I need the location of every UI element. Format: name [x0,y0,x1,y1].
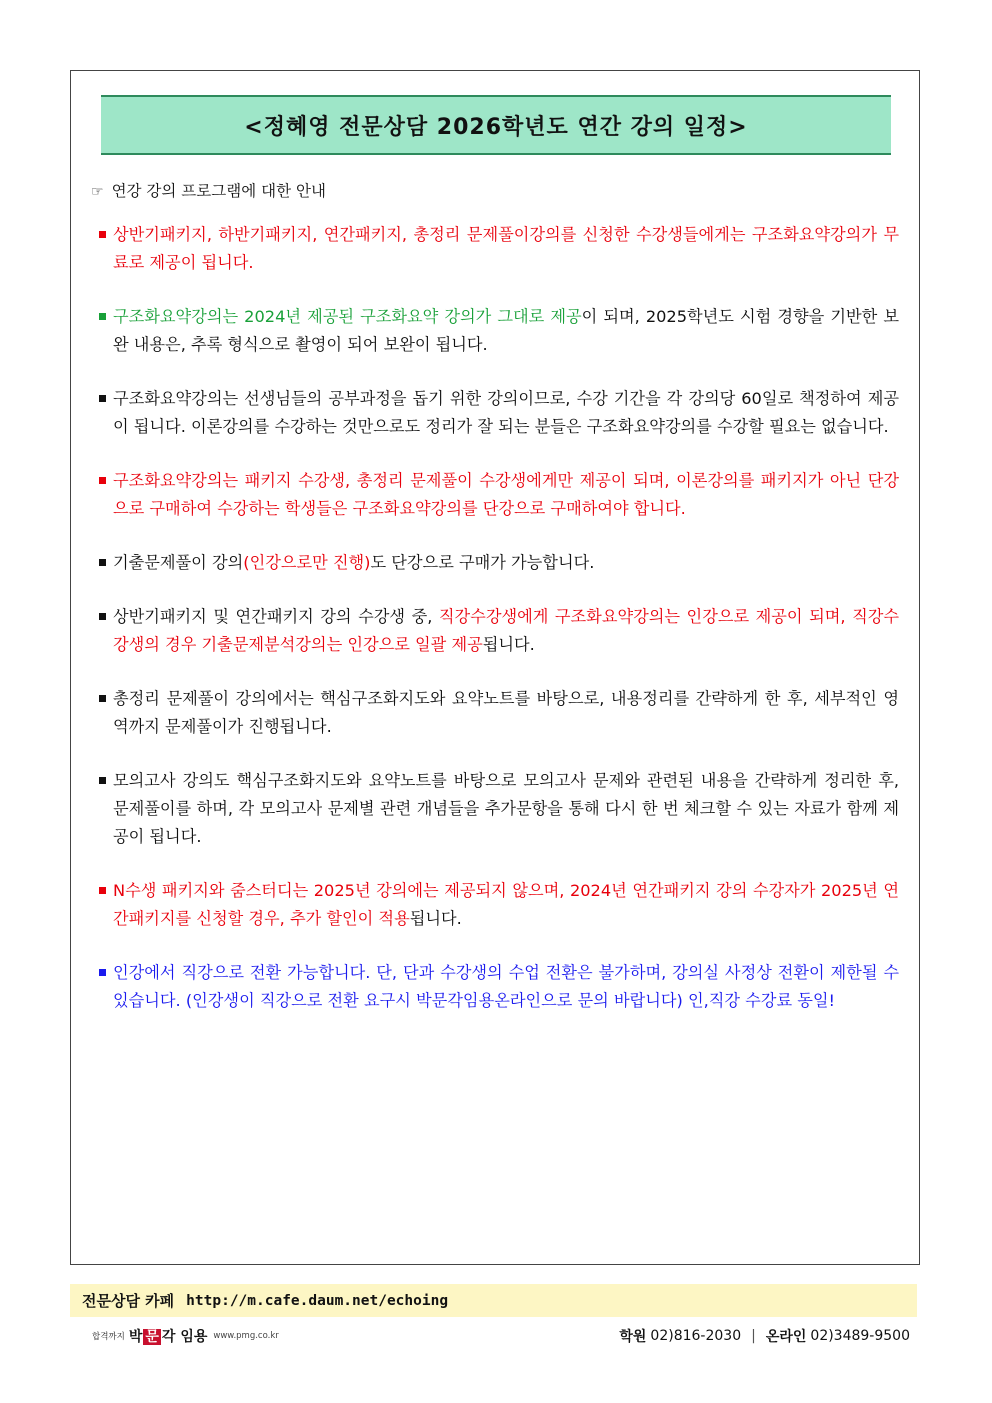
academy-phone: 02)816-2030 [650,1328,742,1344]
notice-item [99,303,899,359]
notice-text: N수생 패키지와 줌스터디는 2025년 강의에는 제공되지 않으며, 2024년 연간패키지 강의 수강자가 2025년 연간패키지를 신청할 경우, 추가 할인이 적용 [113,881,899,928]
notice-text: 됩니다. [409,909,462,928]
cafe-url-link[interactable]: http://m.cafe.daum.net/echoing [186,1292,449,1309]
footer-cafe-bar [70,1284,917,1317]
notice-text: 상반기패키지 및 연간패키지 강의 수강생 중, [113,607,439,626]
logo-website: www.pmg.co.kr [213,1331,279,1341]
notice-text: 총정리 문제풀이 강의에서는 핵심구조화지도와 요약노트를 바탕으로, 내용정리를 간략하게 한 후, 세부적인 영역까지 문제풀이가 진행됩니다. [113,689,899,736]
notice-text: 모의고사 강의도 핵심구조화지도와 요약노트를 바탕으로 모의고사 문제와 관련된 내용을 간략하게 정리한 후, 문제풀이를 하며, 각 모의고사 문제별 관련 개념들을 추가문항을 통해 다시 한 번 체크할 수 있는 자료가 함께 제공이 됩니다. [113,771,899,846]
notice-item [99,959,899,1015]
intro-line [91,179,326,201]
document-frame [70,70,920,1265]
notice-item [99,549,899,577]
square-bullet-icon [99,613,106,620]
notice-item [99,767,899,851]
notice-text: 구조화요약강의는 패키지 수강생, 총정리 문제풀이 수강생에게만 제공이 되며, 이론강의를 패키지가 아닌 단강으로 구매하여 수강하는 학생들은 구조화요약강의를 단강으로 구매하여야 합니다. [113,471,899,518]
page-title: <정혜영 전문상담 2026학년도 연간 강의 일정> [101,95,891,155]
online-label: 온라인 [765,1329,807,1345]
cafe-label: 전문상담 카페 [82,1292,175,1310]
notice-item [99,685,899,741]
square-bullet-icon [99,777,106,784]
pmg-logo [92,1326,279,1346]
notice-item [99,877,899,933]
pointing-hand-icon: ☞ [91,184,104,200]
notice-item [99,603,899,659]
contact-divider: | [751,1328,756,1344]
notice-text: 구조화요약강의는 선생님들의 공부과정을 돕기 위한 강의이므로, 수강 기간을 각 강의당 60일로 책정하여 제공이 됩니다. 이론강의를 수강하는 것만으로도 정리가 잘 되는 분들은 구조화요약강의를 수강할 필요는 없습니다. [113,389,899,436]
notice-list [99,221,899,1041]
notice-text: (인강으로만 진행) [243,553,371,572]
contact-info [619,1326,910,1346]
square-bullet-icon [99,477,106,484]
intro-text: 연강 강의 프로그램에 대한 안내 [111,182,326,200]
square-bullet-icon [99,313,106,320]
notice-item [99,385,899,441]
academy-label: 학원 [619,1329,647,1345]
square-bullet-icon [99,969,106,976]
square-bullet-icon [99,695,106,702]
square-bullet-icon [99,395,106,402]
logo-tagline: 합격까지 [92,1332,125,1342]
notice-text: 도 단강으로 구매가 가능합니다. [370,553,595,572]
square-bullet-icon [99,559,106,566]
notice-text: 상반기패키지, 하반기패키지, 연간패키지, 총정리 문제풀이강의를 신청한 수강생들에게는 구조화요약강의가 무료로 제공이 됩니다. [113,225,899,272]
square-bullet-icon [99,887,106,894]
notice-item [99,221,899,277]
online-phone: 02)3489-9500 [810,1328,910,1344]
notice-text: 구조화요약강의는 2024년 제공된 구조화요약 강의가 그대로 제공 [113,307,582,326]
notice-text: 됩니다. [482,635,535,654]
logo-brand: 박 문 각 임용 [128,1329,208,1345]
notice-item [99,467,899,523]
square-bullet-icon [99,231,106,238]
notice-text: 기출문제풀이 강의 [113,553,244,572]
notice-text: 이 되며, 2025학년도 시험 경향을 기반한 보완 내용은, 추록 형식으로 촬영이 되어 보완이 됩니다. [113,307,899,354]
notice-text: 직강수강생에게 구조화요약강의는 인강으로 제공이 되며, 직강수강생의 경우 기출문제분석강의는 인강으로 일괄 제공 [113,607,899,654]
notice-text: 인강에서 직강으로 전환 가능합니다. 단, 단과 수강생의 수업 전환은 불가하며, 강의실 사정상 전환이 제한될 수 있습니다. (인강생이 직강으로 전환 요구시 박문각임용온라인으로 문의 바랍니다) 인,직강 수강료 동일! [113,963,899,1010]
